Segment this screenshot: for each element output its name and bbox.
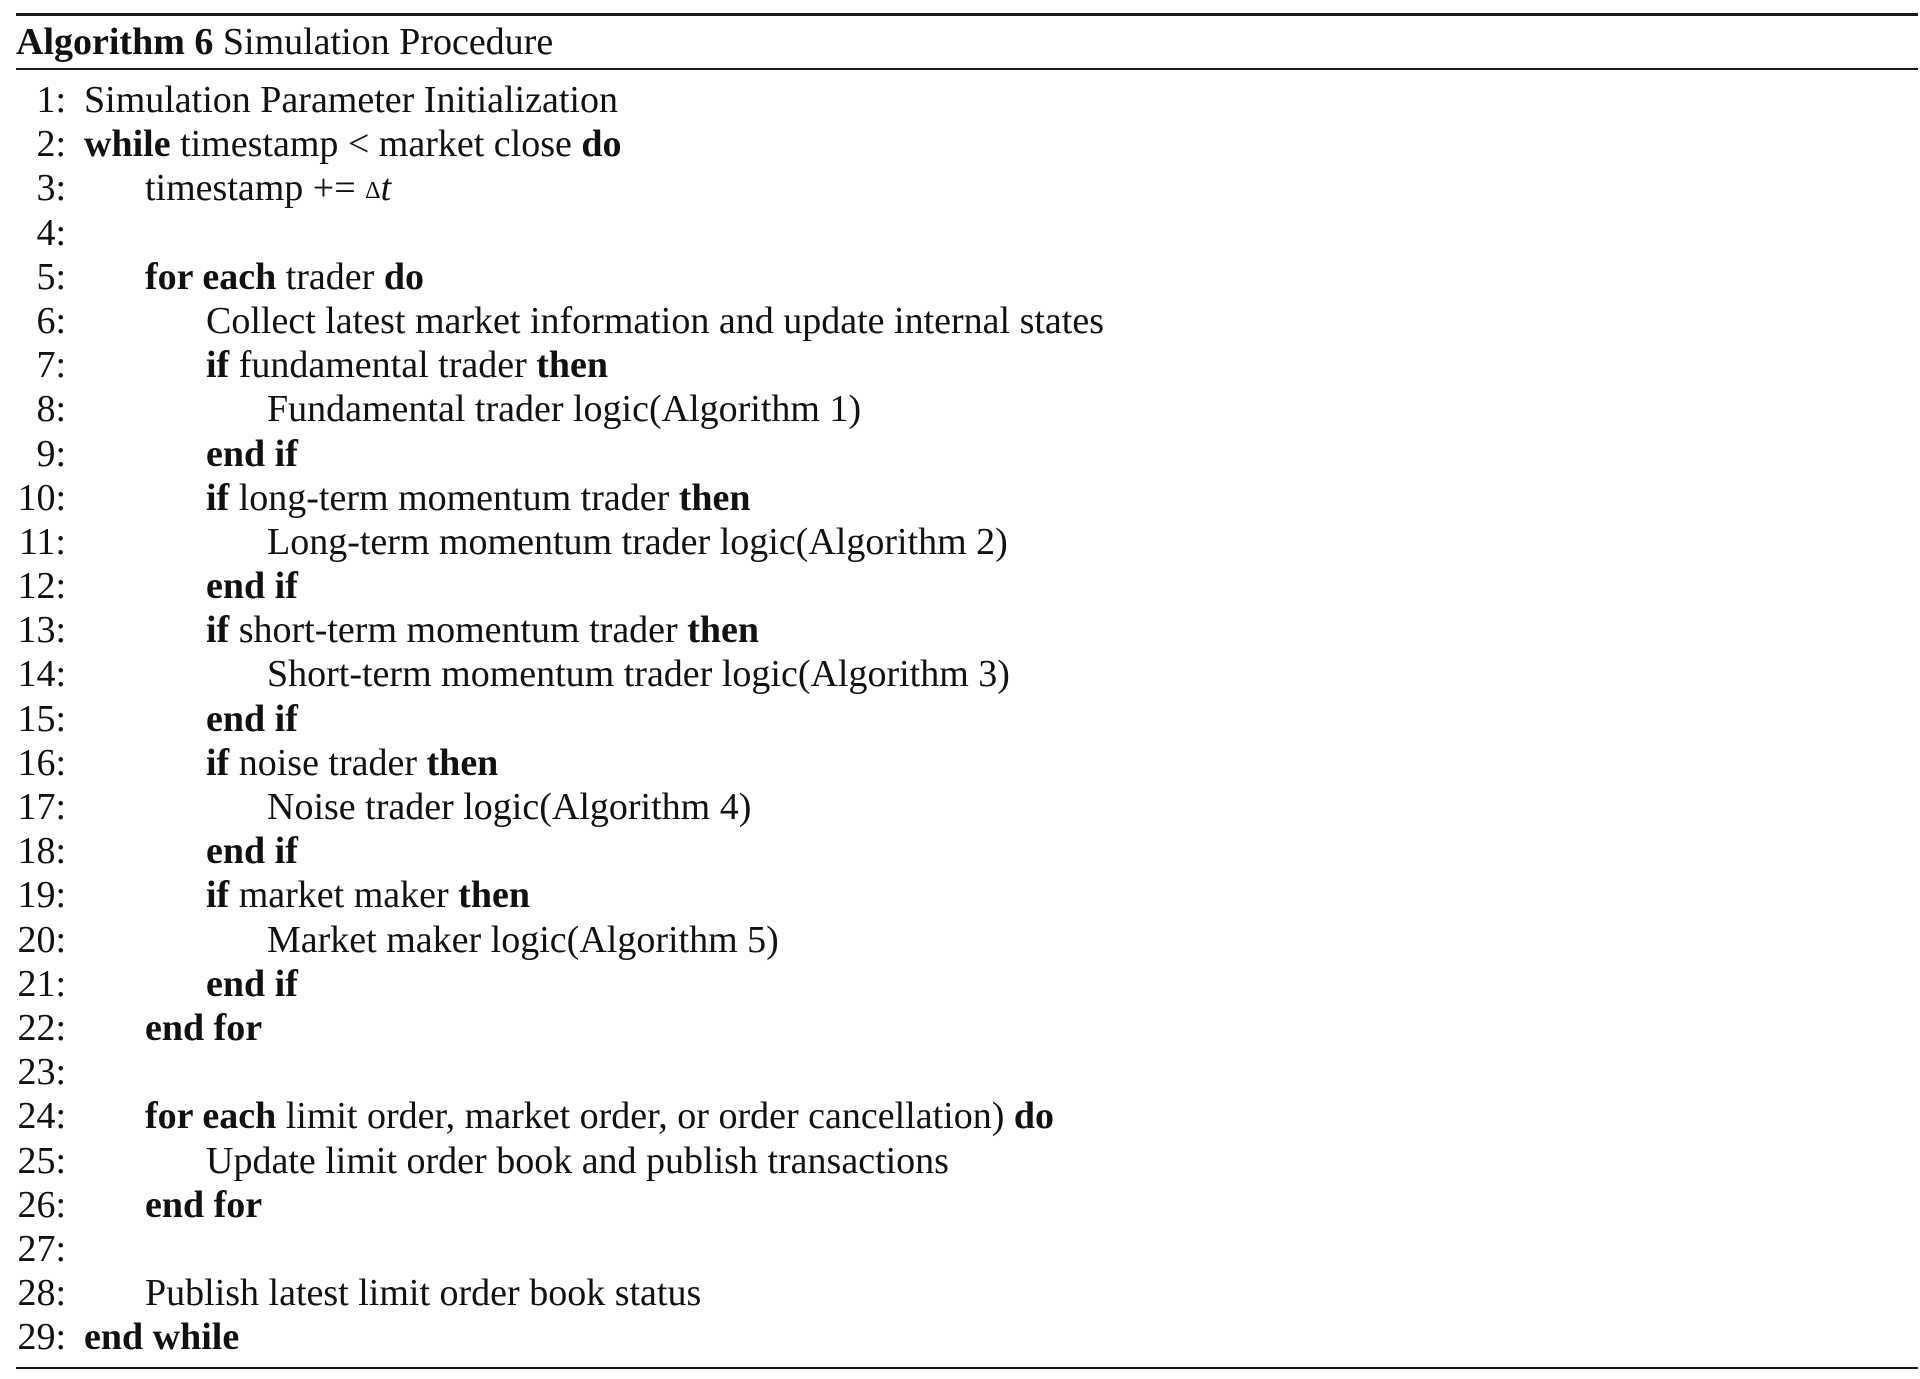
line-text: Fundamental trader logic(Algorithm 1): [267, 388, 862, 431]
line-content: [84, 122, 622, 166]
line-content: [145, 166, 391, 213]
keyword: end if: [206, 962, 298, 1005]
line-number: 6:: [36, 299, 66, 342]
keyword: if: [206, 476, 230, 519]
line-content: [145, 255, 424, 299]
keyword: if: [206, 609, 230, 652]
algorithm-line: [16, 1271, 1918, 1315]
line-text: Market maker logic(Algorithm 5): [267, 918, 779, 961]
line-number: 18:: [17, 830, 66, 873]
algorithm-line: [16, 564, 1918, 608]
line-content: [267, 387, 861, 431]
algorithm-line: [16, 432, 1918, 476]
algorithm-line: [16, 1006, 1918, 1050]
algorithm-line: [16, 211, 1918, 255]
line-text: short-term momentum trader: [229, 609, 688, 652]
line-content: [84, 78, 618, 122]
line-number: 20:: [17, 918, 66, 961]
keyword: then: [426, 741, 499, 784]
line-number: 5:: [36, 255, 66, 298]
algorithm-line: [16, 1227, 1918, 1271]
algorithm-line: [16, 1050, 1918, 1094]
keyword: end if: [206, 697, 298, 740]
line-content: [267, 785, 751, 829]
line-number: 29:: [17, 1316, 66, 1359]
algorithm-line: [16, 1183, 1918, 1227]
line-number: 22:: [17, 1006, 66, 1049]
algorithm-header: [16, 16, 1918, 68]
algorithm-line: [16, 785, 1918, 829]
line-content: [267, 520, 1008, 564]
keyword: for each: [145, 255, 277, 298]
line-number: 19:: [17, 874, 66, 917]
line-number: 27:: [17, 1227, 66, 1270]
algorithm-line: [16, 1094, 1918, 1138]
line-number: 8:: [36, 388, 66, 431]
math-symbol: t: [380, 167, 392, 210]
algorithm-line: [16, 652, 1918, 696]
algorithm-line: [16, 255, 1918, 299]
algorithm-line: [16, 1139, 1918, 1183]
line-content: [206, 432, 298, 476]
line-number: 13:: [17, 609, 66, 652]
algorithm-block: [16, 13, 1918, 1359]
keyword: then: [687, 609, 760, 652]
line-content: [206, 476, 751, 520]
algorithm-lines: [16, 70, 1918, 1359]
line-content: [145, 1271, 701, 1315]
line-number: 24:: [17, 1095, 66, 1138]
line-number: 1:: [36, 79, 66, 121]
line-number: 26:: [17, 1183, 66, 1226]
algorithm-line: [16, 829, 1918, 873]
line-number: 16:: [17, 741, 66, 784]
line-content: [206, 873, 530, 917]
line-text: market maker: [229, 874, 459, 917]
line-content: [206, 608, 759, 652]
line-text: timestamp < market close: [170, 123, 582, 166]
line-text: trader: [276, 255, 384, 298]
line-text: fundamental trader: [229, 344, 537, 387]
keyword: do: [1013, 1095, 1054, 1138]
line-content: [206, 343, 608, 387]
algorithm-line: [16, 476, 1918, 520]
algorithm-line: [16, 343, 1918, 387]
line-content: [206, 962, 298, 1006]
line-number: 4:: [36, 211, 66, 254]
keyword: end if: [206, 432, 298, 475]
keyword: if: [206, 741, 230, 784]
line-text: Publish latest limit order book status: [145, 1272, 702, 1315]
line-content: [267, 918, 779, 962]
keyword: end if: [206, 830, 298, 873]
keyword: then: [458, 874, 530, 917]
line-text: limit order, market order, or order cancellation): [276, 1095, 1014, 1138]
line-content: [206, 697, 298, 741]
keyword: for each: [145, 1095, 277, 1138]
line-text: Noise trader logic(Algorithm 4): [267, 786, 752, 828]
keyword: if: [206, 874, 230, 917]
line-number: 23:: [17, 1051, 66, 1094]
algorithm-line: [16, 697, 1918, 741]
algorithm-line: [16, 78, 1918, 122]
line-text: Update limit order book and publish transactions: [206, 1139, 949, 1182]
algorithm-line: [16, 299, 1918, 343]
line-number: 25:: [17, 1139, 66, 1182]
line-number: 11:: [18, 520, 66, 563]
line-text: Long-term momentum trader logic(Algorithm 2): [267, 520, 1008, 563]
algorithm-line: [16, 166, 1918, 210]
line-content: [145, 1094, 1054, 1138]
algorithm-line: [16, 1315, 1918, 1359]
line-number: 15:: [17, 697, 66, 740]
line-number: 9:: [36, 432, 66, 475]
line-number: 3:: [36, 167, 66, 210]
algorithm-label: Algorithm 6: [16, 21, 214, 63]
line-content: [206, 299, 1104, 343]
line-content: [206, 564, 298, 608]
line-number: 12:: [17, 565, 66, 608]
line-text: Short-term momentum trader logic(Algorithm 3): [267, 653, 1010, 696]
line-number: 7:: [36, 344, 66, 387]
bottom-rule: [16, 1367, 1918, 1369]
line-number: 28:: [17, 1272, 66, 1315]
keyword: do: [581, 123, 622, 166]
keyword: do: [383, 255, 424, 298]
algorithm-line: [16, 387, 1918, 431]
line-number: 14:: [17, 653, 66, 696]
keyword: end if: [206, 565, 298, 608]
line-content: [145, 1006, 262, 1050]
algorithm-line: [16, 741, 1918, 785]
line-content: [145, 1183, 262, 1227]
line-text: Simulation Parameter Initialization: [84, 79, 618, 121]
line-number: 21:: [17, 962, 66, 1005]
algorithm-line: [16, 873, 1918, 917]
algorithm-line: [16, 962, 1918, 1006]
line-content: [84, 1315, 239, 1359]
line-content: [206, 829, 298, 873]
math-symbol: Δ: [365, 178, 381, 205]
keyword: if: [206, 344, 230, 387]
keyword: end for: [145, 1006, 263, 1049]
algorithm-line: [16, 520, 1918, 564]
line-text: Collect latest market information and update internal states: [206, 299, 1104, 342]
line-content: [206, 741, 498, 785]
keyword: while: [84, 123, 171, 166]
line-content: [267, 652, 1010, 696]
line-content: [206, 1139, 949, 1183]
line-text: long-term momentum trader: [229, 476, 679, 519]
algorithm-title: Simulation Procedure: [222, 21, 554, 63]
keyword: then: [536, 344, 609, 387]
algorithm-line: [16, 608, 1918, 652]
keyword: end for: [145, 1183, 263, 1226]
keyword: then: [678, 476, 751, 519]
algorithm-line: [16, 918, 1918, 962]
line-number: 2:: [36, 123, 66, 166]
line-text: noise trader: [229, 741, 427, 784]
algorithm-line: [16, 122, 1918, 166]
line-number: 17:: [17, 786, 66, 828]
line-number: 10:: [17, 476, 66, 519]
line-text: timestamp +=: [145, 167, 366, 210]
keyword: end while: [84, 1316, 240, 1359]
